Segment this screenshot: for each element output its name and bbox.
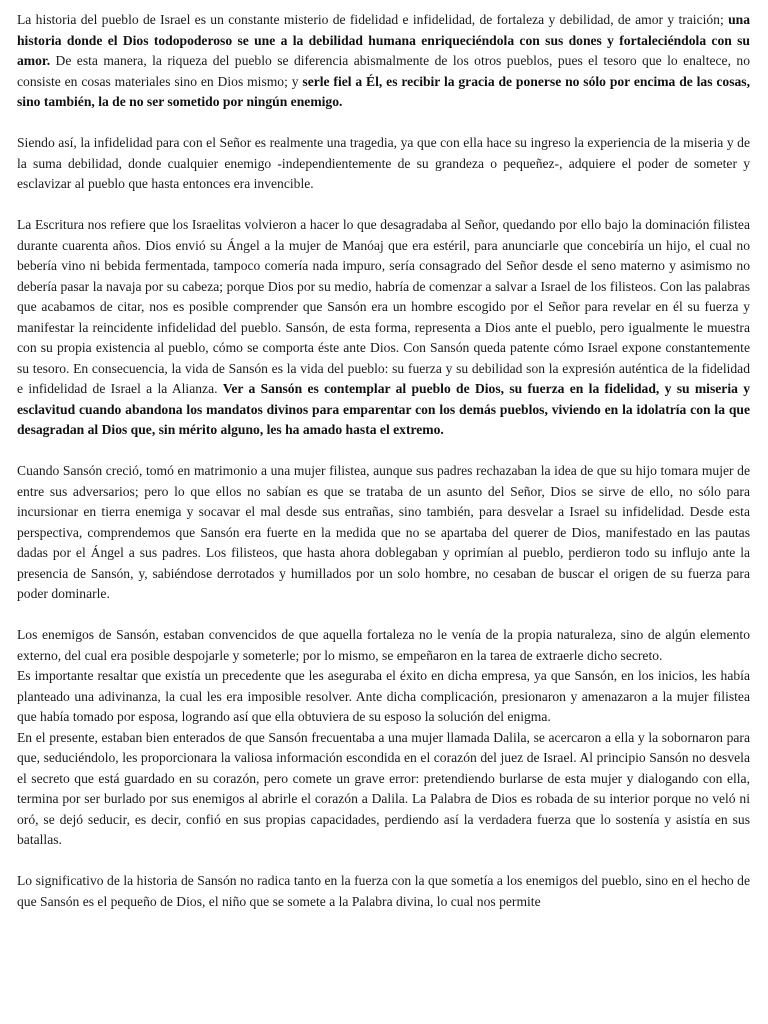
paragraph-7 (17, 728, 750, 851)
paragraph-6-text-1: Es importante resaltar que existía un precedente que les aseguraba el éxito en dicha empresa, ya que Sansón, en los inicios, les había planteado una adivinanza, la cual les era imposible resolver. Ante dicha complicación, presionaron y amenazaron a la mujer filistea que había tomado por esposa, logrando así que ella obtuviera de su esposo la solución del enigma. (17, 668, 750, 724)
paragraph-8 (17, 871, 750, 912)
paragraph-1-text-1: La historia del pueblo de Israel es un constante misterio de fidelidad e infidelidad, de fortaleza y debilidad, de amor y traición; (17, 12, 729, 27)
paragraph-3 (17, 215, 750, 441)
paragraph-2-text-1: Siendo así, la infidelidad para con el Señor es realmente una tragedia, ya que con ella hace su ingreso la experiencia de la miseria y de la suma debilidad, donde cualquier enemigo -independientemente de su grandeza o pequeñez-, adquiere el poder de someter y esclavizar al pueblo que hasta entonces era invencible. (17, 135, 750, 191)
paragraph-1-text-2: De esta manera, la riqueza del pueblo se diferencia abismalmente de los otros pueblos, pues el tesoro que lo enaltece, no consiste en cosas materiales sino en Dios mismo; y (17, 53, 750, 89)
paragraph-4 (17, 461, 750, 605)
document-page (17, 10, 750, 933)
paragraph-4-text-1: Cuando Sansón creció, tomó en matrimonio a una mujer filistea, aunque sus padres rechazaban la idea de que su hijo tomara mujer de entre sus adversarios; pero lo que ellos no sabían es que se trataba de un asunto del Señor, Dios se sirve de ello, no sólo para incursionar en tierra enemiga y socavar el mal desde sus entrañas, sino también, para desvelar a Israel su infidelidad. Desde esta perspectiva, comprendemos que Sansón era fuerte en la medida que no se apartaba del querer de Dios, manifestado en las pautas dadas por el Ángel a sus padres. Los filisteos, que hasta ahora doblegaban y oprimían al pueblo, perdieron todo su influjo ante la presencia de Sansón, y, sabiéndose derrotados y humillados por un solo hombre, no cesaban de buscar el origen de su fuerza para poder dominarle. (17, 463, 750, 601)
paragraph-1-bold-1: una historia donde el Dios todopoderoso se une a la debilidad humana enriqueciéndola con sus dones y fortaleciéndola con su amor. (17, 12, 750, 68)
paragraph-1 (17, 10, 750, 113)
paragraph-5 (17, 625, 750, 666)
paragraph-7-text-1: En el presente, estaban bien enterados de que Sansón frecuentaba a una mujer llamada Dalila, se acercaron a ella y la sobornaron para que, seduciéndolo, les proporcionara la valiosa información escondida en el corazón del juez de Israel. Al principio Sansón no desvela el secreto que está guardado en su corazón, pero comete un grave error: pretendiendo burlarse de esta mujer y dialogando con ella, termina por ser burlado por sus enemigos al abrirle el corazón a Dalila. La Palabra de Dios es robada de su interior porque no veló ni oró, se dejó seducir, es decir, confió en sus propias capacidades, perdiendo así la verdadera fuerza que lo sostenía y asistía en sus batallas. (17, 729, 750, 847)
paragraph-3-bold-1: Ver a Sansón es contemplar al pueblo de Dios, su fuerza en la fidelidad, y su miseria y esclavitud cuando abandona los mandatos divinos para emparentar con los demás pueblos, viviendo en la idolatría con la que desagradan al Dios que, sin mérito alguno, les ha amado hasta el extremo. (17, 381, 750, 437)
paragraph-2 (17, 133, 750, 195)
paragraph-3-text-1: La Escritura nos refiere que los Israelitas volvieron a hacer lo que desagradaba al Señor, quedando por ello bajo la dominación filistea durante cuarenta años. Dios envió su Ángel a la mujer de Manóaj que era estéril, para anunciarle que concebiría un hijo, el cual no bebería vino ni bebida fermentada, tampoco comería nada impuro, sería consagrado del Señor desde el seno materno y asimismo no debería pasar la navaja por su cabeza; porque Dios por su medio, habría de comenzar a salvar a Israel de los filisteos. Con las palabras que acabamos de citar, nos es posible comprender que Sansón era un hombre escogido por el Señor para revelar en él su fuerza y manifestar la reincidente infidelidad del pueblo. Sansón, de esta forma, representa a Dios ante el pueblo, pero igualmente le muestra con su propia existencia al pueblo, cómo se comporta éste ante Dios. Con Sansón queda patente cómo Israel expone constantemente su tesoro. En consecuencia, la vida de Sansón es la vida del pueblo: su fuerza y su debilidad son la expresión auténtica de la fidelidad e infidelidad de Israel a la Alianza. (17, 217, 750, 396)
paragraph-5-text-1: Los enemigos de Sansón, estaban convencidos de que aquella fortaleza no le venía de la propia naturaleza, sino de algún elemento externo, del cual era posible despojarle y someterle; por lo mismo, se empeñaron en la tarea de extraerle dicho secreto. (17, 627, 750, 663)
paragraph-1-bold-2: serle fiel a Él, es recibir la gracia de ponerse no sólo por encima de las cosas, sino también, la de no ser sometido por ningún enemigo. (17, 73, 750, 109)
paragraph-8-text-1: Lo significativo de la historia de Sansón no radica tanto en la fuerza con la que sometía a los enemigos del pueblo, sino en el hecho de que Sansón es el pequeño de Dios, el niño que se somete a la Palabra divina, lo cual nos permite (17, 873, 750, 909)
paragraph-6 (17, 666, 750, 728)
